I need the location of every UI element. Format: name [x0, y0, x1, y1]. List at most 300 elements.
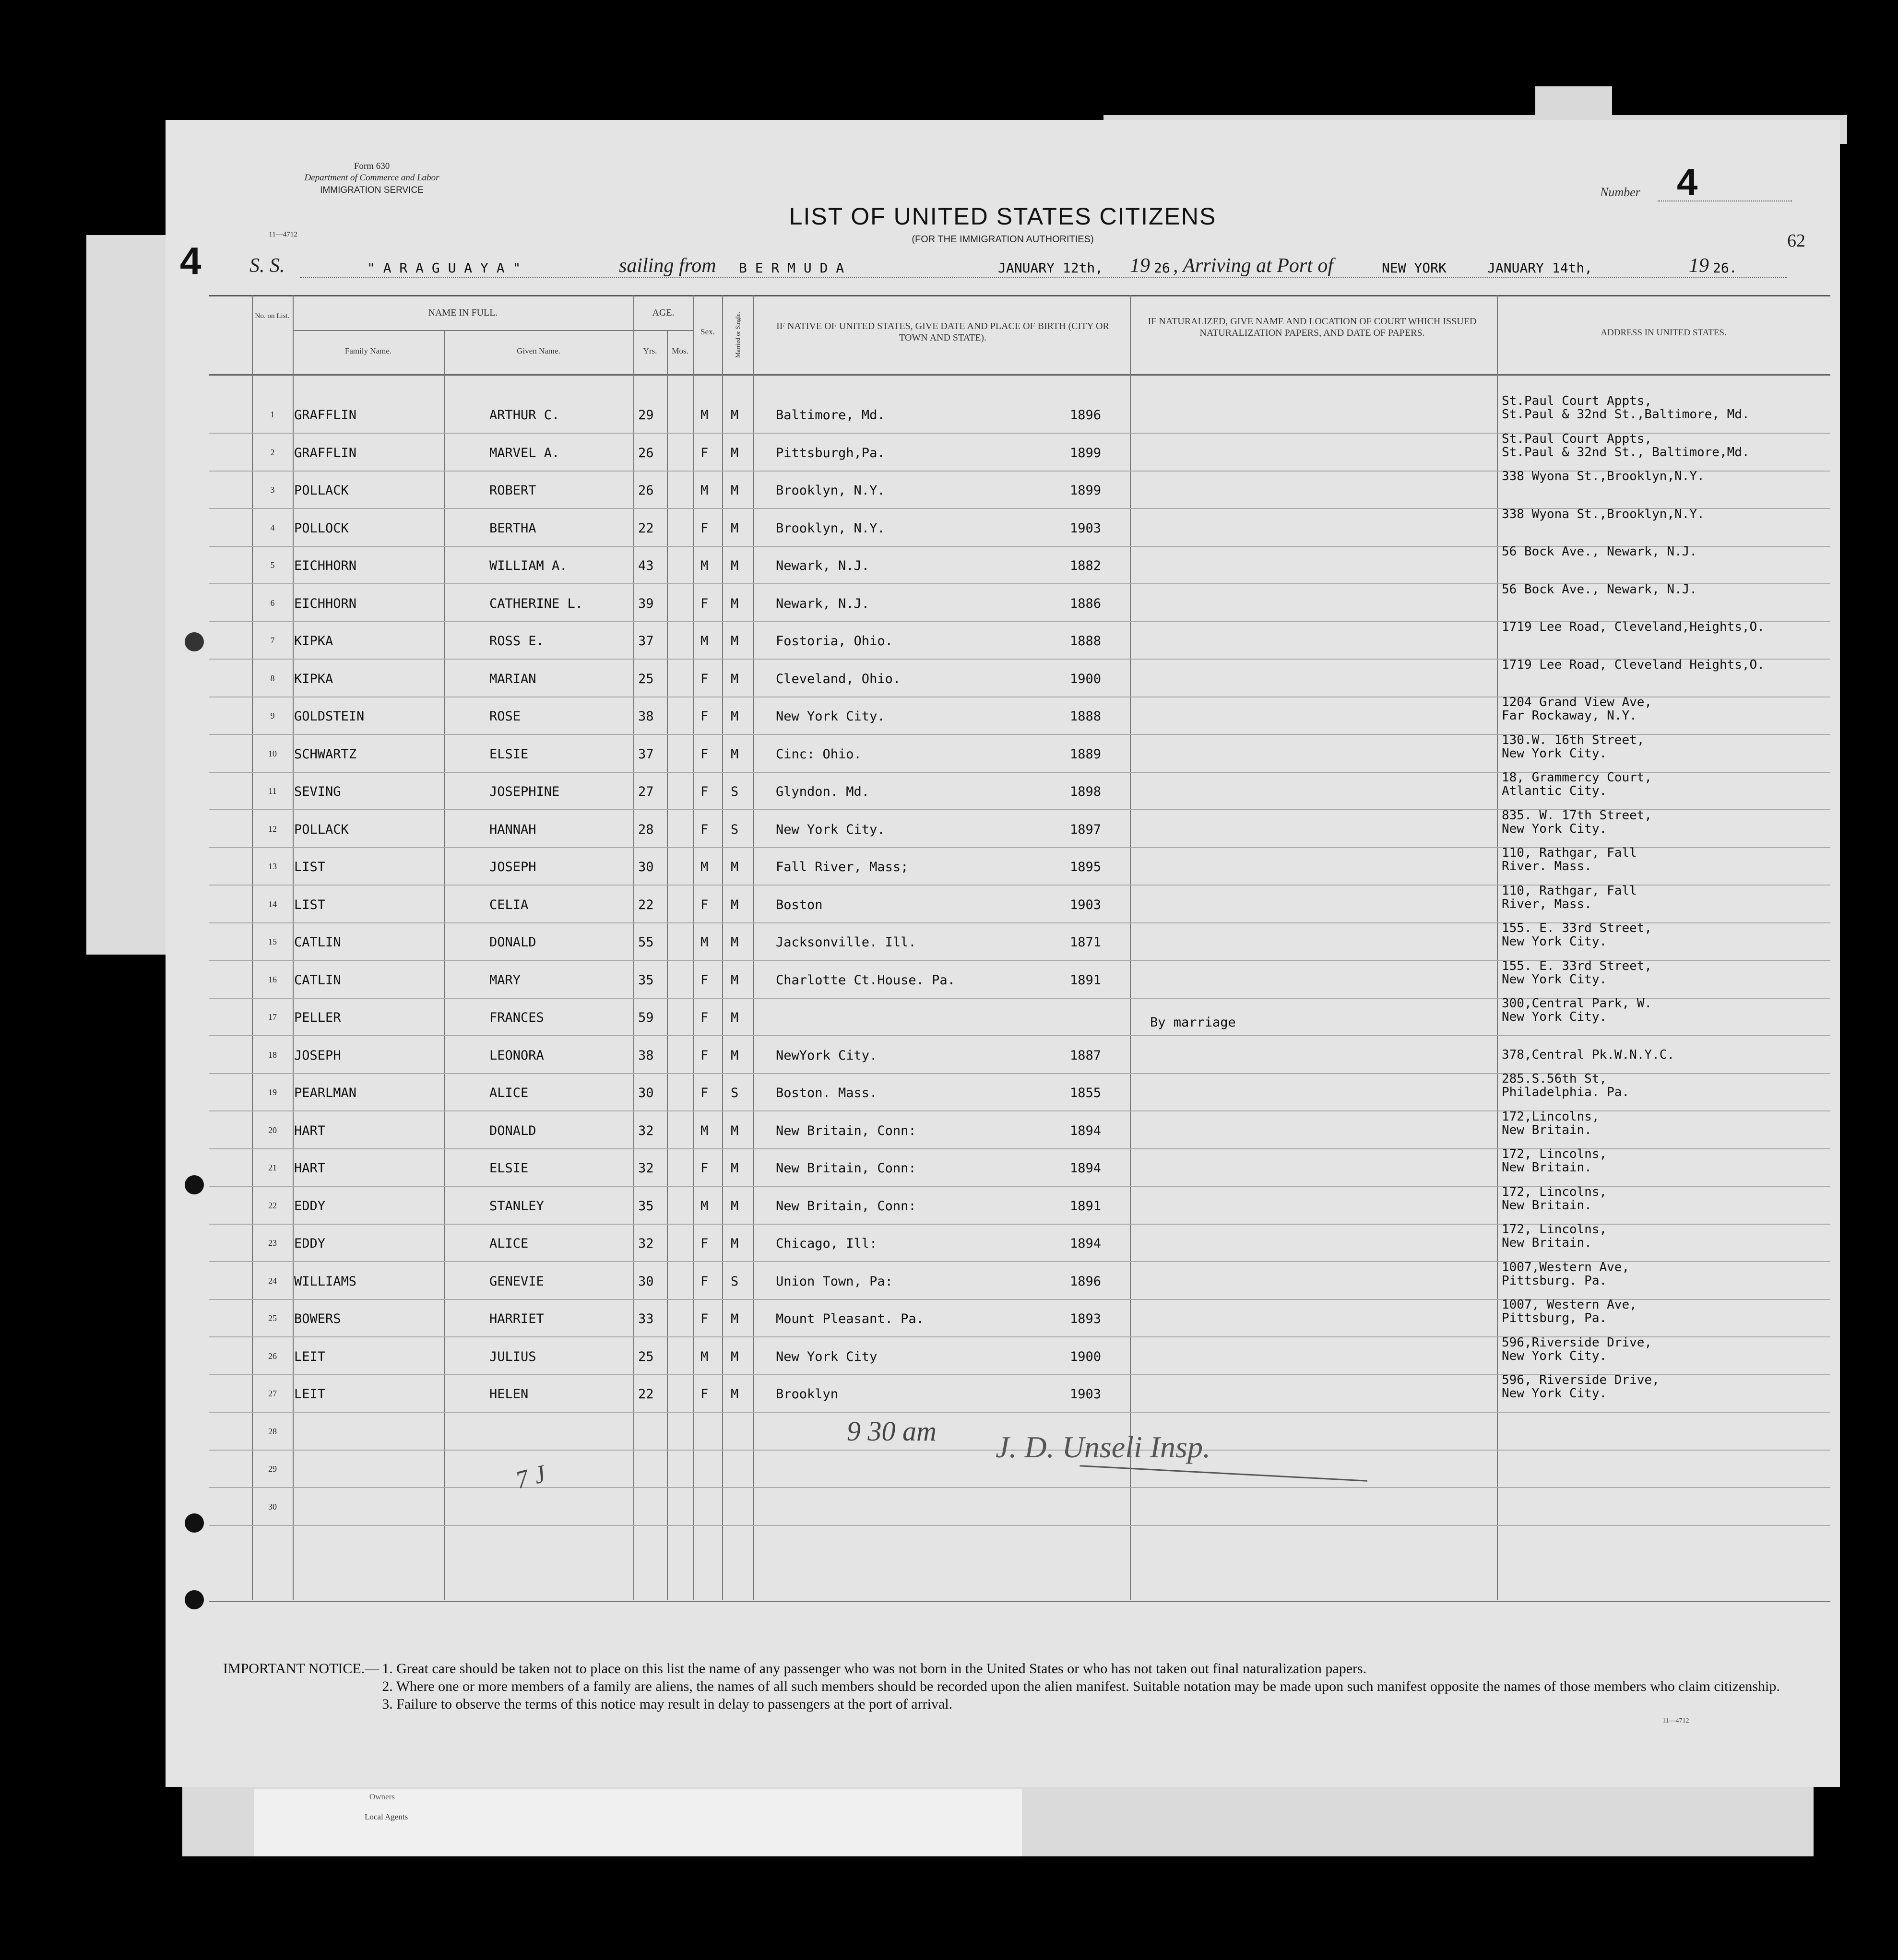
sex: F: [700, 1387, 709, 1402]
birth-place: Boston. Mass.: [776, 1086, 878, 1100]
birth-year: 1888: [1070, 634, 1102, 649]
sex: F: [700, 897, 709, 912]
address-line-1: 596,Riverside Drive,: [1502, 1335, 1652, 1350]
family-name: SCHWARTZ: [294, 747, 357, 762]
given-name: ELSIE: [489, 747, 529, 762]
birth-place: Jacksonville. Ill.: [776, 935, 916, 950]
family-name: GRAFFLIN: [294, 408, 357, 423]
row-number: 28: [268, 1427, 277, 1436]
married-single: M: [731, 521, 739, 536]
sex: M: [700, 558, 709, 573]
sex: F: [700, 709, 709, 724]
ship-name: " A R A G U A Y A ": [367, 260, 521, 276]
row-number: 22: [268, 1201, 277, 1210]
sex: F: [700, 784, 709, 799]
age-years: 28: [638, 822, 654, 837]
age-years: 39: [638, 596, 654, 611]
given-name: ALICE: [489, 1086, 529, 1100]
family-name: PEARLMAN: [294, 1086, 357, 1100]
birth-year: 1899: [1070, 446, 1102, 460]
family-name: POLLOCK: [294, 521, 349, 536]
row-number: 1: [270, 410, 275, 419]
address-line-1: 172, Lincolns,: [1502, 1222, 1607, 1237]
header-yrs: Yrs.: [643, 346, 657, 355]
birth-place: Glyndon. Md.: [776, 784, 870, 799]
local-agents-label: Local Agents: [365, 1812, 408, 1821]
sex: F: [700, 672, 709, 686]
given-name: BERTHA: [489, 521, 536, 536]
address-line-1: 338 Wyona St.,Brooklyn,N.Y.: [1502, 507, 1705, 521]
age-years: 38: [638, 1048, 654, 1063]
column-divider: [633, 295, 634, 1600]
age-years: 30: [638, 860, 654, 874]
column-divider: [293, 295, 294, 1600]
header-family-name: Family Name.: [344, 346, 392, 355]
sex: M: [700, 1349, 709, 1364]
age-years: 55: [638, 935, 654, 950]
family-name: SEVING: [294, 784, 341, 799]
given-name: LEONORA: [489, 1048, 544, 1063]
year-suffix: 26.: [1713, 260, 1737, 276]
punch-hole: [185, 1175, 204, 1194]
address-line-2: New York City.: [1502, 822, 1607, 836]
row-number: 21: [268, 1163, 277, 1172]
birth-year: 1897: [1070, 822, 1102, 837]
page-number: 62: [1787, 231, 1805, 251]
arriving-label: , Arriving at Port of: [1173, 255, 1334, 277]
birth-place: Cleveland, Ohio.: [776, 672, 901, 686]
address-line-1: 1204 Grand View Ave,: [1502, 695, 1652, 709]
family-name: WILLIAMS: [294, 1274, 357, 1289]
given-name: ROSE: [489, 709, 521, 724]
row-number: 19: [268, 1087, 277, 1097]
notice-item-1: 1. Great care should be taken not to place on this list the name of any passenger who was not born in the United States or who has not taken out final naturalization papers.: [382, 1661, 1367, 1677]
birth-place: New York City.: [776, 822, 885, 837]
family-name: JOSEPH: [294, 1048, 341, 1063]
sex: F: [700, 973, 709, 988]
married-single: M: [731, 709, 739, 724]
age-years: 59: [638, 1010, 654, 1025]
address-line-2: New Britain.: [1502, 1198, 1592, 1213]
sex: F: [700, 747, 709, 762]
given-name: DONALD: [489, 935, 536, 950]
family-name: EDDY: [294, 1199, 326, 1214]
given-name: FRANCES: [489, 1010, 544, 1025]
header-given-name: Given Name.: [517, 346, 560, 355]
birth-place: Pittsburgh,Pa.: [776, 446, 885, 460]
sex: F: [700, 596, 709, 611]
inspector-signature: J. D. Unseli Insp.: [996, 1430, 1210, 1464]
birth-year: 1903: [1070, 521, 1102, 536]
birth-year: 1898: [1070, 784, 1102, 799]
lower-form-strip: [254, 1789, 1022, 1856]
sex: M: [700, 860, 709, 874]
given-name: MARY: [489, 973, 521, 988]
department-name: Department of Commerce and Labor: [304, 173, 439, 183]
service-name: IMMIGRATION SERVICE: [320, 185, 424, 195]
family-name: GRAFFLIN: [294, 446, 357, 460]
birth-year: 1900: [1070, 672, 1102, 686]
birth-place: NewYork City.: [776, 1048, 878, 1063]
given-name: ARTHUR C.: [489, 408, 560, 423]
birth-year: 1882: [1070, 558, 1102, 573]
punch-hole: [185, 1590, 204, 1609]
family-name: LEIT: [294, 1349, 326, 1364]
family-name: KIPKA: [294, 672, 333, 686]
column-divider: [693, 295, 694, 1600]
notice-item-3: 3. Failure to observe the terms of this notice may result in delay to passengers at the port of arrival.: [382, 1696, 953, 1712]
header-subdivider: [293, 330, 693, 331]
row-number: 29: [268, 1464, 277, 1474]
left-number: 4: [180, 239, 202, 282]
birth-place: Mount Pleasant. Pa.: [776, 1311, 924, 1326]
age-years: 25: [638, 1349, 654, 1364]
punch-hole: [185, 1513, 204, 1533]
birth-year: 1903: [1070, 897, 1102, 912]
sex: F: [700, 1161, 709, 1176]
address-line-2: River. Mass.: [1502, 859, 1592, 874]
given-name: ELSIE: [489, 1161, 529, 1176]
birth-year: 1894: [1070, 1236, 1102, 1251]
age-years: 33: [638, 1311, 654, 1326]
column-divider: [753, 295, 754, 1600]
family-name: KIPKA: [294, 634, 333, 649]
age-years: 22: [638, 1387, 654, 1402]
birth-place: Boston: [776, 897, 823, 912]
age-years: 43: [638, 558, 654, 573]
married-single: M: [731, 672, 739, 686]
family-name: EICHHORN: [294, 596, 357, 611]
given-name: JOSEPH: [489, 860, 536, 874]
arrival-port: NEW YORK: [1382, 260, 1447, 276]
header-naturalized: IF NATURALIZED, GIVE NAME AND LOCATION OF COURT WHICH ISSUED NATURALIZATION PAPERS, AND DATE OF PAPERS.: [1148, 316, 1477, 338]
page-subtitle: (FOR THE IMMIGRATION AUTHORITIES): [912, 234, 1094, 245]
married-single: S: [731, 822, 739, 837]
married-single: M: [731, 1010, 739, 1025]
married-single: M: [731, 1349, 739, 1364]
birth-place: Fall River, Mass;: [776, 860, 909, 874]
ss-label: S. S.: [249, 255, 285, 277]
address-line-1: 155. E. 33rd Street,: [1502, 959, 1652, 973]
sex: M: [700, 483, 709, 498]
naturalization: By marriage: [1150, 1015, 1236, 1030]
address-line-1: 130.W. 16th Street,: [1502, 733, 1645, 747]
handwritten-mark: 7 J: [512, 1460, 549, 1495]
sex: F: [700, 1274, 709, 1289]
birth-year: 1855: [1070, 1086, 1102, 1100]
header-name-in-full: NAME IN FULL.: [428, 307, 498, 318]
row-number: 14: [268, 899, 277, 909]
family-name: CATLIN: [294, 973, 341, 988]
address-line-1: 172, Lincolns,: [1502, 1185, 1607, 1199]
number-label: Number: [1600, 185, 1640, 199]
birth-year: 1896: [1070, 408, 1102, 423]
notice-label: IMPORTANT NOTICE.—: [223, 1661, 380, 1677]
birth-year: 1889: [1070, 747, 1102, 762]
family-name: CATLIN: [294, 935, 341, 950]
sex: F: [700, 1086, 709, 1100]
birth-year: 1891: [1070, 1199, 1102, 1214]
married-single: M: [731, 446, 739, 460]
sex: M: [700, 1123, 709, 1138]
birth-place: New Britain, Conn:: [776, 1199, 916, 1214]
address-line-2: New Britain.: [1502, 1160, 1592, 1175]
row-number: 17: [268, 1012, 277, 1022]
row-number: 15: [268, 937, 277, 946]
married-single: M: [731, 935, 739, 950]
address-line-2: New Britain.: [1502, 1123, 1592, 1137]
birth-year: 1871: [1070, 935, 1102, 950]
address-line-2: Atlantic City.: [1502, 784, 1607, 798]
married-single: M: [731, 483, 739, 498]
row-number: 25: [268, 1313, 277, 1323]
married-single: M: [731, 973, 739, 988]
row-number: 4: [270, 523, 275, 532]
family-name: LEIT: [294, 1387, 326, 1402]
married-single: M: [731, 747, 739, 762]
birth-year: 1894: [1070, 1161, 1102, 1176]
sex: F: [700, 1236, 709, 1251]
birth-place: Baltimore, Md.: [776, 408, 885, 423]
address-line-1: 1007,Western Ave,: [1502, 1260, 1630, 1275]
married-single: M: [731, 558, 739, 573]
age-years: 35: [638, 1199, 654, 1214]
age-years: 26: [638, 446, 654, 460]
sex: F: [700, 1311, 709, 1326]
birth-place: New Britain, Conn:: [776, 1161, 916, 1176]
address-line-2: Pittsburg. Pa.: [1502, 1274, 1607, 1288]
column-divider: [1497, 295, 1498, 1600]
age-years: 22: [638, 521, 654, 536]
row-number: 9: [270, 711, 275, 720]
birth-place: Newark, N.J.: [776, 558, 870, 573]
row-number: 13: [268, 862, 277, 871]
address-line-2: New York City.: [1502, 1386, 1607, 1401]
sex: M: [700, 634, 709, 649]
notice-item-2: 2. Where one or more members of a family are aliens, the names of all such members should be recorded upon the alien manifest. Suitable notation may be made upon such manifest opposite the names of those members who claim citizenship.: [382, 1678, 1780, 1694]
header-sex: Sex.: [700, 327, 715, 336]
address-line-2: River, Mass.: [1502, 897, 1592, 911]
header-native-birth: IF NATIVE OF UNITED STATES, GIVE DATE AND PLACE OF BIRTH (CITY OR TOWN AND STATE).: [776, 321, 1109, 343]
married-single: M: [731, 596, 739, 611]
given-name: MARVEL A.: [489, 446, 560, 460]
address-line-1: St.Paul Court Appts,: [1502, 432, 1652, 446]
punch-hole: [185, 632, 204, 651]
header-age: AGE.: [652, 307, 675, 318]
underlying-sheet-left: [86, 235, 173, 955]
family-name: LIST: [294, 897, 326, 912]
birth-place: Cinc: Ohio.: [776, 747, 862, 762]
age-years: 32: [638, 1161, 654, 1176]
age-years: 37: [638, 634, 654, 649]
married-single: M: [731, 1311, 739, 1326]
given-name: CELIA: [489, 897, 529, 912]
small-code: 11—4712: [269, 231, 297, 238]
row-line: [209, 1525, 1830, 1526]
sailing-label: sailing from: [619, 255, 716, 277]
owners-label: Owners: [369, 1792, 395, 1801]
birth-year: 1903: [1070, 1387, 1102, 1402]
address-line-1: 835. W. 17th Street,: [1502, 808, 1652, 823]
birth-year: 1887: [1070, 1048, 1102, 1063]
married-single: M: [731, 1048, 739, 1063]
row-line: [209, 1487, 1830, 1488]
row-number: 7: [270, 636, 275, 645]
column-divider: [252, 295, 253, 1600]
married-single: M: [731, 1236, 739, 1251]
birth-place: New Britain, Conn:: [776, 1123, 916, 1138]
family-name: LIST: [294, 860, 326, 874]
given-name: HANNAH: [489, 822, 536, 837]
married-single: M: [731, 897, 739, 912]
birth-place: Fostoria, Ohio.: [776, 634, 893, 649]
birth-year: 1886: [1070, 596, 1102, 611]
form-number: Form 630: [354, 161, 390, 171]
column-divider: [444, 331, 445, 1600]
row-number: 8: [270, 673, 275, 683]
birth-place: Union Town, Pa:: [776, 1274, 893, 1289]
birth-place: New York City: [776, 1349, 878, 1364]
address-line-2: St.Paul & 32nd St.,Baltimore, Md.: [1502, 407, 1750, 422]
address-line-1: St.Paul Court Appts,: [1502, 394, 1652, 408]
address-line-2: 378,Central Pk.W.N.Y.C.: [1502, 1048, 1675, 1062]
address-line-1: 110, Rathgar, Fall: [1502, 846, 1637, 860]
year-suffix: 26: [1154, 260, 1170, 276]
row-number: 10: [268, 749, 277, 758]
voyage-underline: [300, 277, 1787, 278]
given-name: STANLEY: [489, 1199, 544, 1214]
age-years: 37: [638, 747, 654, 762]
address-line-1: 155. E. 33rd Street,: [1502, 921, 1652, 935]
married-single: S: [731, 1274, 739, 1289]
manifest-sheet: [166, 120, 1840, 1787]
age-years: 25: [638, 672, 654, 686]
address-line-1: 338 Wyona St.,Brooklyn,N.Y.: [1502, 469, 1705, 484]
birth-place: Charlotte Ct.House. Pa.: [776, 973, 955, 988]
row-number: 12: [268, 824, 277, 834]
number-value: 4: [1677, 161, 1698, 203]
address-line-1: 172, Lincolns,: [1502, 1147, 1607, 1161]
age-years: 32: [638, 1123, 654, 1138]
row-line: [209, 1035, 1830, 1036]
address-line-2: Pittsburg, Pa.: [1502, 1311, 1607, 1325]
column-divider: [667, 331, 668, 1600]
given-name: HELEN: [489, 1387, 529, 1402]
birth-place: Newark, N.J.: [776, 596, 870, 611]
address-line-1: 300,Central Park, W.: [1502, 996, 1652, 1011]
given-name: WILLIAM A.: [489, 558, 568, 573]
row-number: 27: [268, 1389, 277, 1398]
family-name: HART: [294, 1161, 326, 1176]
year-prefix: 19: [1689, 255, 1709, 277]
row-number: 2: [270, 448, 275, 457]
column-divider: [722, 295, 723, 1600]
given-name: DONALD: [489, 1123, 536, 1138]
married-single: M: [731, 860, 739, 874]
given-name: MARIAN: [489, 672, 536, 686]
row-number: 18: [268, 1050, 277, 1060]
row-number: 24: [268, 1276, 277, 1286]
header-address: ADDRESS IN UNITED STATES.: [1601, 328, 1727, 338]
married-single: M: [731, 408, 739, 423]
birth-year: 1893: [1070, 1311, 1102, 1326]
age-years: 27: [638, 784, 654, 799]
married-single: S: [731, 1086, 739, 1100]
family-name: EDDY: [294, 1236, 326, 1251]
row-number: 30: [268, 1502, 277, 1511]
birth-year: 1899: [1070, 483, 1102, 498]
address-line-1: 110, Rathgar, Fall: [1502, 884, 1637, 898]
married-single: M: [731, 1199, 739, 1214]
row-line: [209, 1412, 1830, 1413]
row-number: 5: [270, 560, 275, 570]
address-line-2: New York City.: [1502, 934, 1607, 949]
address-line-1: 56 Bock Ave., Newark, N.J.: [1502, 582, 1697, 597]
year-prefix: 19: [1130, 255, 1150, 277]
birth-place: New York City.: [776, 709, 885, 724]
row-number: 11: [268, 786, 277, 796]
age-years: 22: [638, 897, 654, 912]
address-line-1: 172,Lincolns,: [1502, 1110, 1600, 1124]
sex: F: [700, 1010, 709, 1025]
family-name: POLLACK: [294, 483, 349, 498]
address-line-1: 596, Riverside Drive,: [1502, 1373, 1660, 1387]
given-name: ROSS E.: [489, 634, 544, 649]
address-line-2: New York City.: [1502, 972, 1607, 987]
birth-year: 1896: [1070, 1274, 1102, 1289]
row-number: 23: [268, 1238, 277, 1248]
page-title: LIST OF UNITED STATES CITIZENS: [789, 203, 1217, 230]
family-name: EICHHORN: [294, 558, 357, 573]
header-mos: Mos.: [672, 346, 688, 355]
age-years: 29: [638, 408, 654, 423]
sex: M: [700, 935, 709, 950]
married-single: M: [731, 634, 739, 649]
birth-year: 1894: [1070, 1123, 1102, 1138]
sex: F: [700, 521, 709, 536]
given-name: GENEVIE: [489, 1274, 544, 1289]
port-departure: B E R M U D A: [739, 260, 844, 276]
family-name: PELLER: [294, 1010, 341, 1025]
address-line-2: St.Paul & 32nd St., Baltimore,Md.: [1502, 445, 1750, 460]
address-line-2: New York City.: [1502, 1010, 1607, 1024]
header-no-on-list: No. on List.: [255, 312, 290, 320]
age-years: 38: [638, 709, 654, 724]
age-years: 32: [638, 1236, 654, 1251]
given-name: ALICE: [489, 1236, 529, 1251]
given-name: ROBERT: [489, 483, 536, 498]
age-years: 35: [638, 973, 654, 988]
given-name: HARRIET: [489, 1311, 544, 1326]
given-name: JOSEPHINE: [489, 784, 560, 799]
birth-place: Chicago, Ill:: [776, 1236, 878, 1251]
family-name: GOLDSTEIN: [294, 709, 365, 724]
sex: F: [700, 1048, 709, 1063]
row-number: 20: [268, 1125, 277, 1135]
birth-year: 1895: [1070, 860, 1102, 874]
married-single: M: [731, 1123, 739, 1138]
departure-date: JANUARY 12th,: [998, 260, 1103, 276]
birth-year: 1891: [1070, 973, 1102, 988]
address-line-1: 1007, Western Ave,: [1502, 1298, 1637, 1312]
address-line-2: Far Rockaway, N.Y.: [1502, 708, 1637, 723]
address-line-1: 18, Grammercy Court,: [1502, 770, 1652, 785]
notice-code: 11—4712: [1662, 1717, 1689, 1724]
row-number: 6: [270, 598, 275, 608]
family-name: POLLACK: [294, 822, 349, 837]
address-line-2: New York City.: [1502, 746, 1607, 761]
important-notice: [223, 1660, 1787, 1713]
